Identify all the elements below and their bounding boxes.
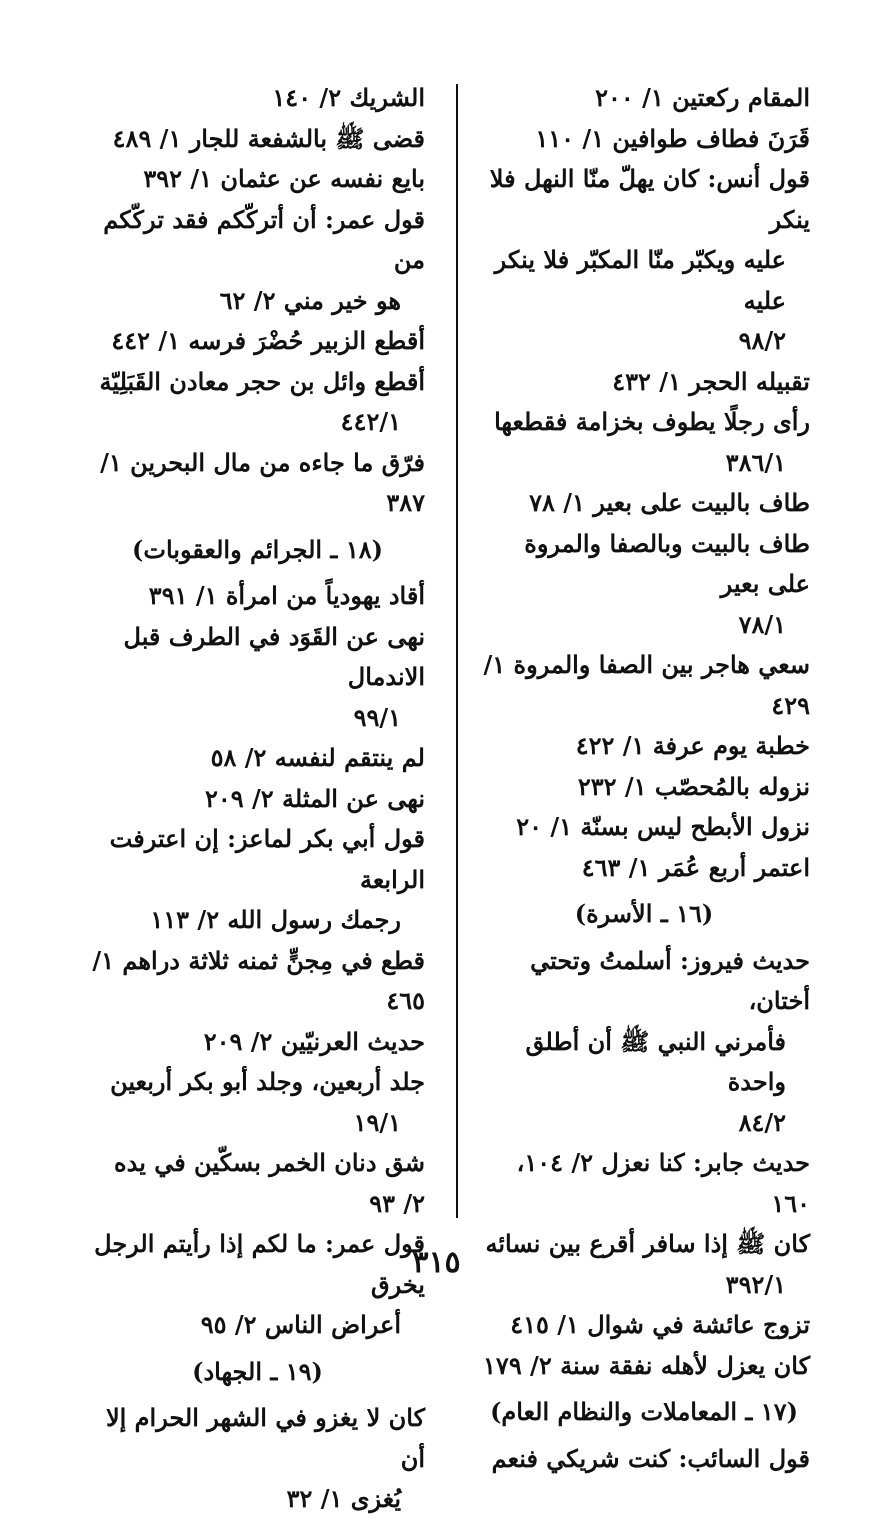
index-entry: نزول الأبطح ليس بسنّة ١/ ٢٠ (516, 812, 810, 841)
index-entry-continuation: ٩٩/١ (353, 702, 401, 732)
index-entry: قول أبي بكر لماعز: إن اعترفت الرابعة (109, 824, 425, 894)
index-entry: كان لا يغزو في الشهر الحرام إلا أن (105, 1403, 425, 1473)
index-entry: قَرَنَ فطاف طوافين ١/ ١١٠ (535, 123, 810, 153)
index-entry: أقطع الزبير حُضْرَ فرسه ١/ ٤٤٢ (111, 326, 425, 355)
index-entry-continuation: عليه ويكبّر منّا المكبّر فلا ينكر عليه (494, 245, 786, 315)
left-column (90, 78, 425, 1520)
index-entry-continuation: أعراض الناس ٢/ ٩٥ (200, 1310, 401, 1339)
index-entry-continuation: ٧٨/١ (738, 609, 786, 639)
index-entry-continuation: يُغزى ١/ ٣٢ (286, 1484, 401, 1513)
index-entry: رأى رجلًا يطوف بخزامة فقطعها (494, 407, 810, 436)
index-entry: اعتمر أربع عُمَر ١/ ٤٦٣ (581, 852, 810, 882)
index-entry: خطبة يوم عرفة ١/ ٤٢٢ (575, 731, 810, 760)
column-divider (456, 84, 458, 1218)
index-entry: قضى ﷺ بالشفعة للجار ١/ ٤٨٩ (112, 123, 425, 153)
index-entry-continuation: هو خير مني ٢/ ٦٢ (219, 285, 401, 315)
index-entry: طاف بالبيت وبالصفا والمروة على بعير (524, 528, 810, 598)
index-entry: قول عمر: ما لكم إذا رأيتم الرجل يخرق (94, 1229, 425, 1299)
index-entry: كان ﷺ إذا سافر أقرع بين نسائه (485, 1229, 810, 1258)
index-entry-continuation: ٨٤/٢ (738, 1107, 786, 1137)
index-entry: قطع في مِجنٍّ ثمنه ثلاثة دراهم ١/ ٤٦٥ (92, 945, 425, 1015)
index-entry: شق دنان الخمر بسكّين في يده ٢/ ٩٣ (114, 1148, 425, 1218)
index-entry: قول أنس: كان يهلّ منّا النهل فلا ينكر (489, 164, 810, 234)
section-heading: (١٧ ـ المعاملات والنظام العام) (490, 1397, 798, 1426)
index-entry: قول السائب: كنت شريكي فنعم (491, 1443, 810, 1473)
index-entry-continuation: ٣٩٢/١ (725, 1269, 786, 1299)
index-entry: كان يعزل لأهله نفقة سنة ٢/ ١٧٩ (483, 1350, 810, 1380)
page-number: ٣١٥ (412, 1245, 461, 1280)
index-entry: حديث فيروز: أسلمتُ وتحتي أختان، (530, 945, 810, 1015)
index-entry-continuation: رجمك رسول الله ٢/ ١١٣ (150, 905, 401, 934)
index-entry: حديث العرنيّين ٢/ ٢٠٩ (203, 1026, 425, 1056)
index-entry: جلد أربعين، وجلد أبو بكر أربعين (110, 1067, 425, 1096)
index-entry: حديث جابر: كنا نعزل ٢/ ١٠٤، ١٦٠ (516, 1148, 810, 1218)
index-entry: بايع نفسه عن عثمان ١/ ٣٩٢ (143, 164, 425, 193)
index-entry-continuation: ٩٨/٢ (738, 326, 786, 355)
index-entry: نزوله بالمُحصّب ١/ ٢٣٢ (577, 771, 810, 801)
index-entry: تقبيله الحجر ١/ ٤٣٢ (612, 366, 810, 396)
section-heading: (١٦ ـ الأسرة) (574, 899, 714, 928)
section-heading: (١٨ ـ الجرائم والعقوبات) (132, 534, 383, 564)
index-entry: تزوج عائشة في شوال ١/ ٤١٥ (510, 1310, 810, 1339)
index-entry: طاف بالبيت على بعير ١/ ٧٨ (529, 488, 810, 517)
index-entry: قول عمر: أن أتركّكم فقد تركّكم من (103, 204, 425, 274)
index-entry: الشريك ٢/ ١٤٠ (272, 83, 425, 112)
section-heading: (١٩ ـ الجهاد) (192, 1356, 323, 1386)
index-entry-continuation: ٣٨٦/١ (725, 447, 786, 477)
index-entry: نهى عن المثلة ٢/ ٢٠٩ (205, 783, 425, 813)
index-entry: نهى عن القَوَد في الطرف قبل الاندمال (123, 621, 425, 691)
index-entry: لم ينتقم لنفسه ٢/ ٥٨ (210, 743, 425, 772)
index-entry: أقطع وائل بن حجر معادن القَبَلِيّة (99, 366, 425, 396)
index-entry-continuation: ٤٤٢/١ (340, 407, 401, 436)
index-entry: سعي هاجر بين الصفا والمروة ١/ ٤٢٩ (483, 650, 810, 720)
index-entry-continuation: ١٩/١ (353, 1107, 401, 1137)
index-entry: أقاد يهودياً من امرأة ١/ ٣٩١ (148, 581, 425, 610)
index-entry: فرّق ما جاءه من مال البحرين ١/ ٣٨٧ (100, 447, 425, 517)
index-entry: المقام ركعتين ١/ ٢٠٠ (595, 83, 810, 112)
index-entry-continuation: فأمرني النبي ﷺ أن أطلق واحدة (525, 1026, 786, 1096)
